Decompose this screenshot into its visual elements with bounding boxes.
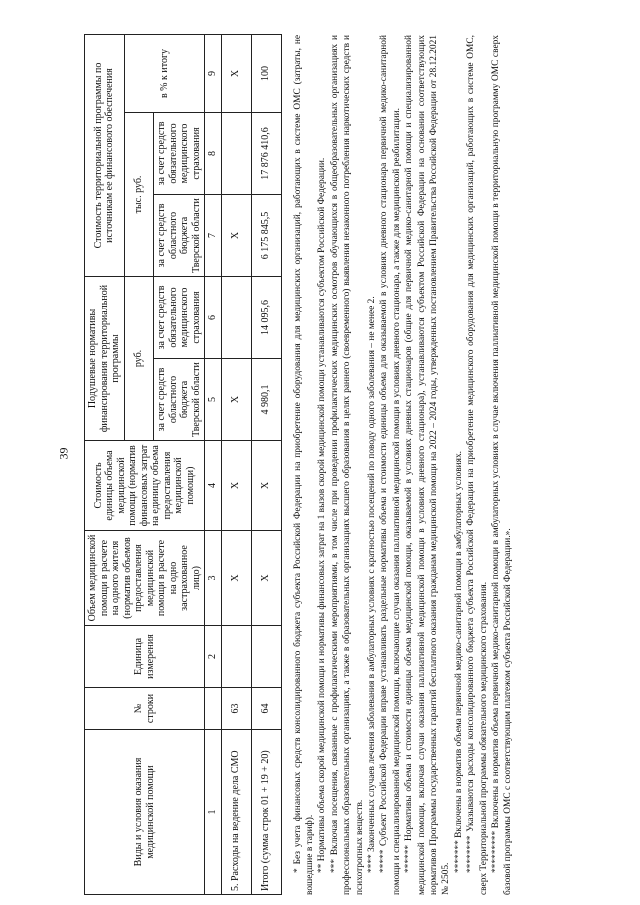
header-type: Виды и условия оказания медицинской помощи [85,730,205,895]
financing-table [84,34,282,895]
table-cell: 14 095,6 [251,276,281,358]
col-number-row [205,34,222,894]
header-budget: за счет средств областного бюджета Тверской области [154,359,205,441]
table-cell: Итого (сумма строк 01 + 19 + 20) [251,730,281,895]
table-cell: Х [221,531,251,626]
header-thous-rub: тыс. руб. [124,112,154,276]
page-number: 39 [56,447,71,460]
header-percent: в % к итогу [124,34,205,112]
footnote: *** Включая посещения, связанные с профилактическими мероприятиями, в том числе при проведении профилактических медицинских осмотров обучающихся в общеобразовательных организациях и профессиональных образовательных организациях, а также в образовательных организациях высшего образования в целях раннего (своевременного) выявления незаконного потребления наркотических средств и психотропных веществ. [329,35,365,895]
table-row [251,34,281,894]
col-number: 3 [205,531,222,626]
footnote: ********* Включены в норматив объема первичной медико-санитарной помощи в амбулаторных условиях в случае включения паллиативной медицинской помощи в территориальную программу ОМС сверх базовой программы ОМС с соответствующим платежом субъекта Российской Федерации.». [491,35,514,895]
footnote: ******** Указываются расходы консолидированного бюджета субъекта Российской Федерации на приобретение медицинского оборудования для медицинских организаций, работающих в системе ОМС, сверх Территориальной программы обязательного медицинского страхования. [466,35,489,895]
table-cell [221,112,251,194]
table-cell: Х [221,359,251,441]
col-number: 1 [205,730,222,895]
footnote: ****** Нормативы объема и стоимости единицы объема медицинской помощи, оказываемой в условиях дневных стационаров (общие для первичной медико-санитарной помощи и специализированной медицинской помощи, включая случаи оказания паллиативной медицинской помощи в условиях дневного стационара), устанавливаются субъектом Российской Федерации на основании соответствующих нормативов Программы государственных гарантий бесплатного оказания гражданам медицинской помощи на 2022 – 2024 годы, утвержденных постановлением Правительства Российской Федерации от 28.12.2021 № 2505. [404,35,452,895]
table-cell: 64 [251,688,281,730]
footnote: ** Нормативы объема скорой медицинской помощи и нормативы финансовых затрат на 1 вызов скорой медицинской помощи устанавливаются субъектом Российской Федерации. [317,157,328,873]
table-cell: 100 [251,34,281,112]
table-cell: Х [251,441,281,531]
header-row [85,34,125,894]
header-oms: за счет средств обязательного медицинского страхования [154,276,205,358]
header-oms: за счет средств обязательного медицинского страхования [154,112,205,194]
table-cell: Х [251,531,281,626]
table-cell [221,626,251,688]
header-cost-group: Стоимость территориальной программы по источникам ее финансового обеспечения [85,34,125,276]
table-cell: 5. Расходы на ведение дела СМО [221,730,251,895]
col-number: 2 [205,626,222,688]
col-number: 7 [205,194,222,276]
table-cell [221,276,251,358]
header-unit: Единица измерения [85,626,205,688]
footnote: ***** Субъект Российской Федерации вправе устанавливать раздельные нормативы объема и стоимости единицы объема для оказываемой в условиях дневного стационара первичной медико-санитарной помощи и специализированной медицинской помощи, включающие случаи оказания паллиативной медицинской помощи в условиях дневного стационара, а также для медицинской реабилитации. [379,35,402,895]
table-cell: Х [221,34,251,112]
table-cell: 63 [221,688,251,730]
col-number [205,688,222,730]
table-cell: 6 175 845,5 [251,194,281,276]
rotated-content [84,35,624,895]
header-budget: за счет средств областного бюджета Тверской области [154,194,205,276]
col-number: 5 [205,359,222,441]
col-number: 9 [205,34,222,112]
table-row [221,34,251,894]
table-cell: 4 980,1 [251,359,281,441]
header-cost-unit: Стоимость единицы объема медицинской помощи (норматив финансовых затрат на единицу объема предоставления медицинской помощи) [85,441,205,531]
header-row-no: № строки [85,688,205,730]
col-number: 6 [205,276,222,358]
col-number: 8 [205,112,222,194]
table-cell: Х [221,441,251,531]
header-per-capita: Подушевые нормативы финансирования территориальной программы [85,276,125,440]
col-number: 4 [205,441,222,531]
footnote: * Без учета финансовых средств консолидированного бюджета субъекта Российской Федерации на приобретение оборудования для медицинских организаций, работающих в системе ОМС (затраты, не вошедшие в тариф). [292,35,315,895]
footnote: ******* Включены в норматив объема первичной медико-санитарной помощи в амбулаторных условиях. [453,450,464,873]
header-volume: Объем медицинской помощи в расчете на одного жителя (норматив объемов предоставления медицинской помощи в расчете на одно застрахованное лицо) [85,531,205,626]
footnotes [292,35,515,895]
table-cell: 17 876 410,6 [251,112,281,194]
footnote: **** Законченных случаев лечения заболевания в амбулаторных условиях с кратностью посещений по поводу одного заболевания – не менее 2. [366,296,377,873]
header-rub: руб. [124,276,154,440]
table-cell [251,626,281,688]
table-cell: Х [221,194,251,276]
